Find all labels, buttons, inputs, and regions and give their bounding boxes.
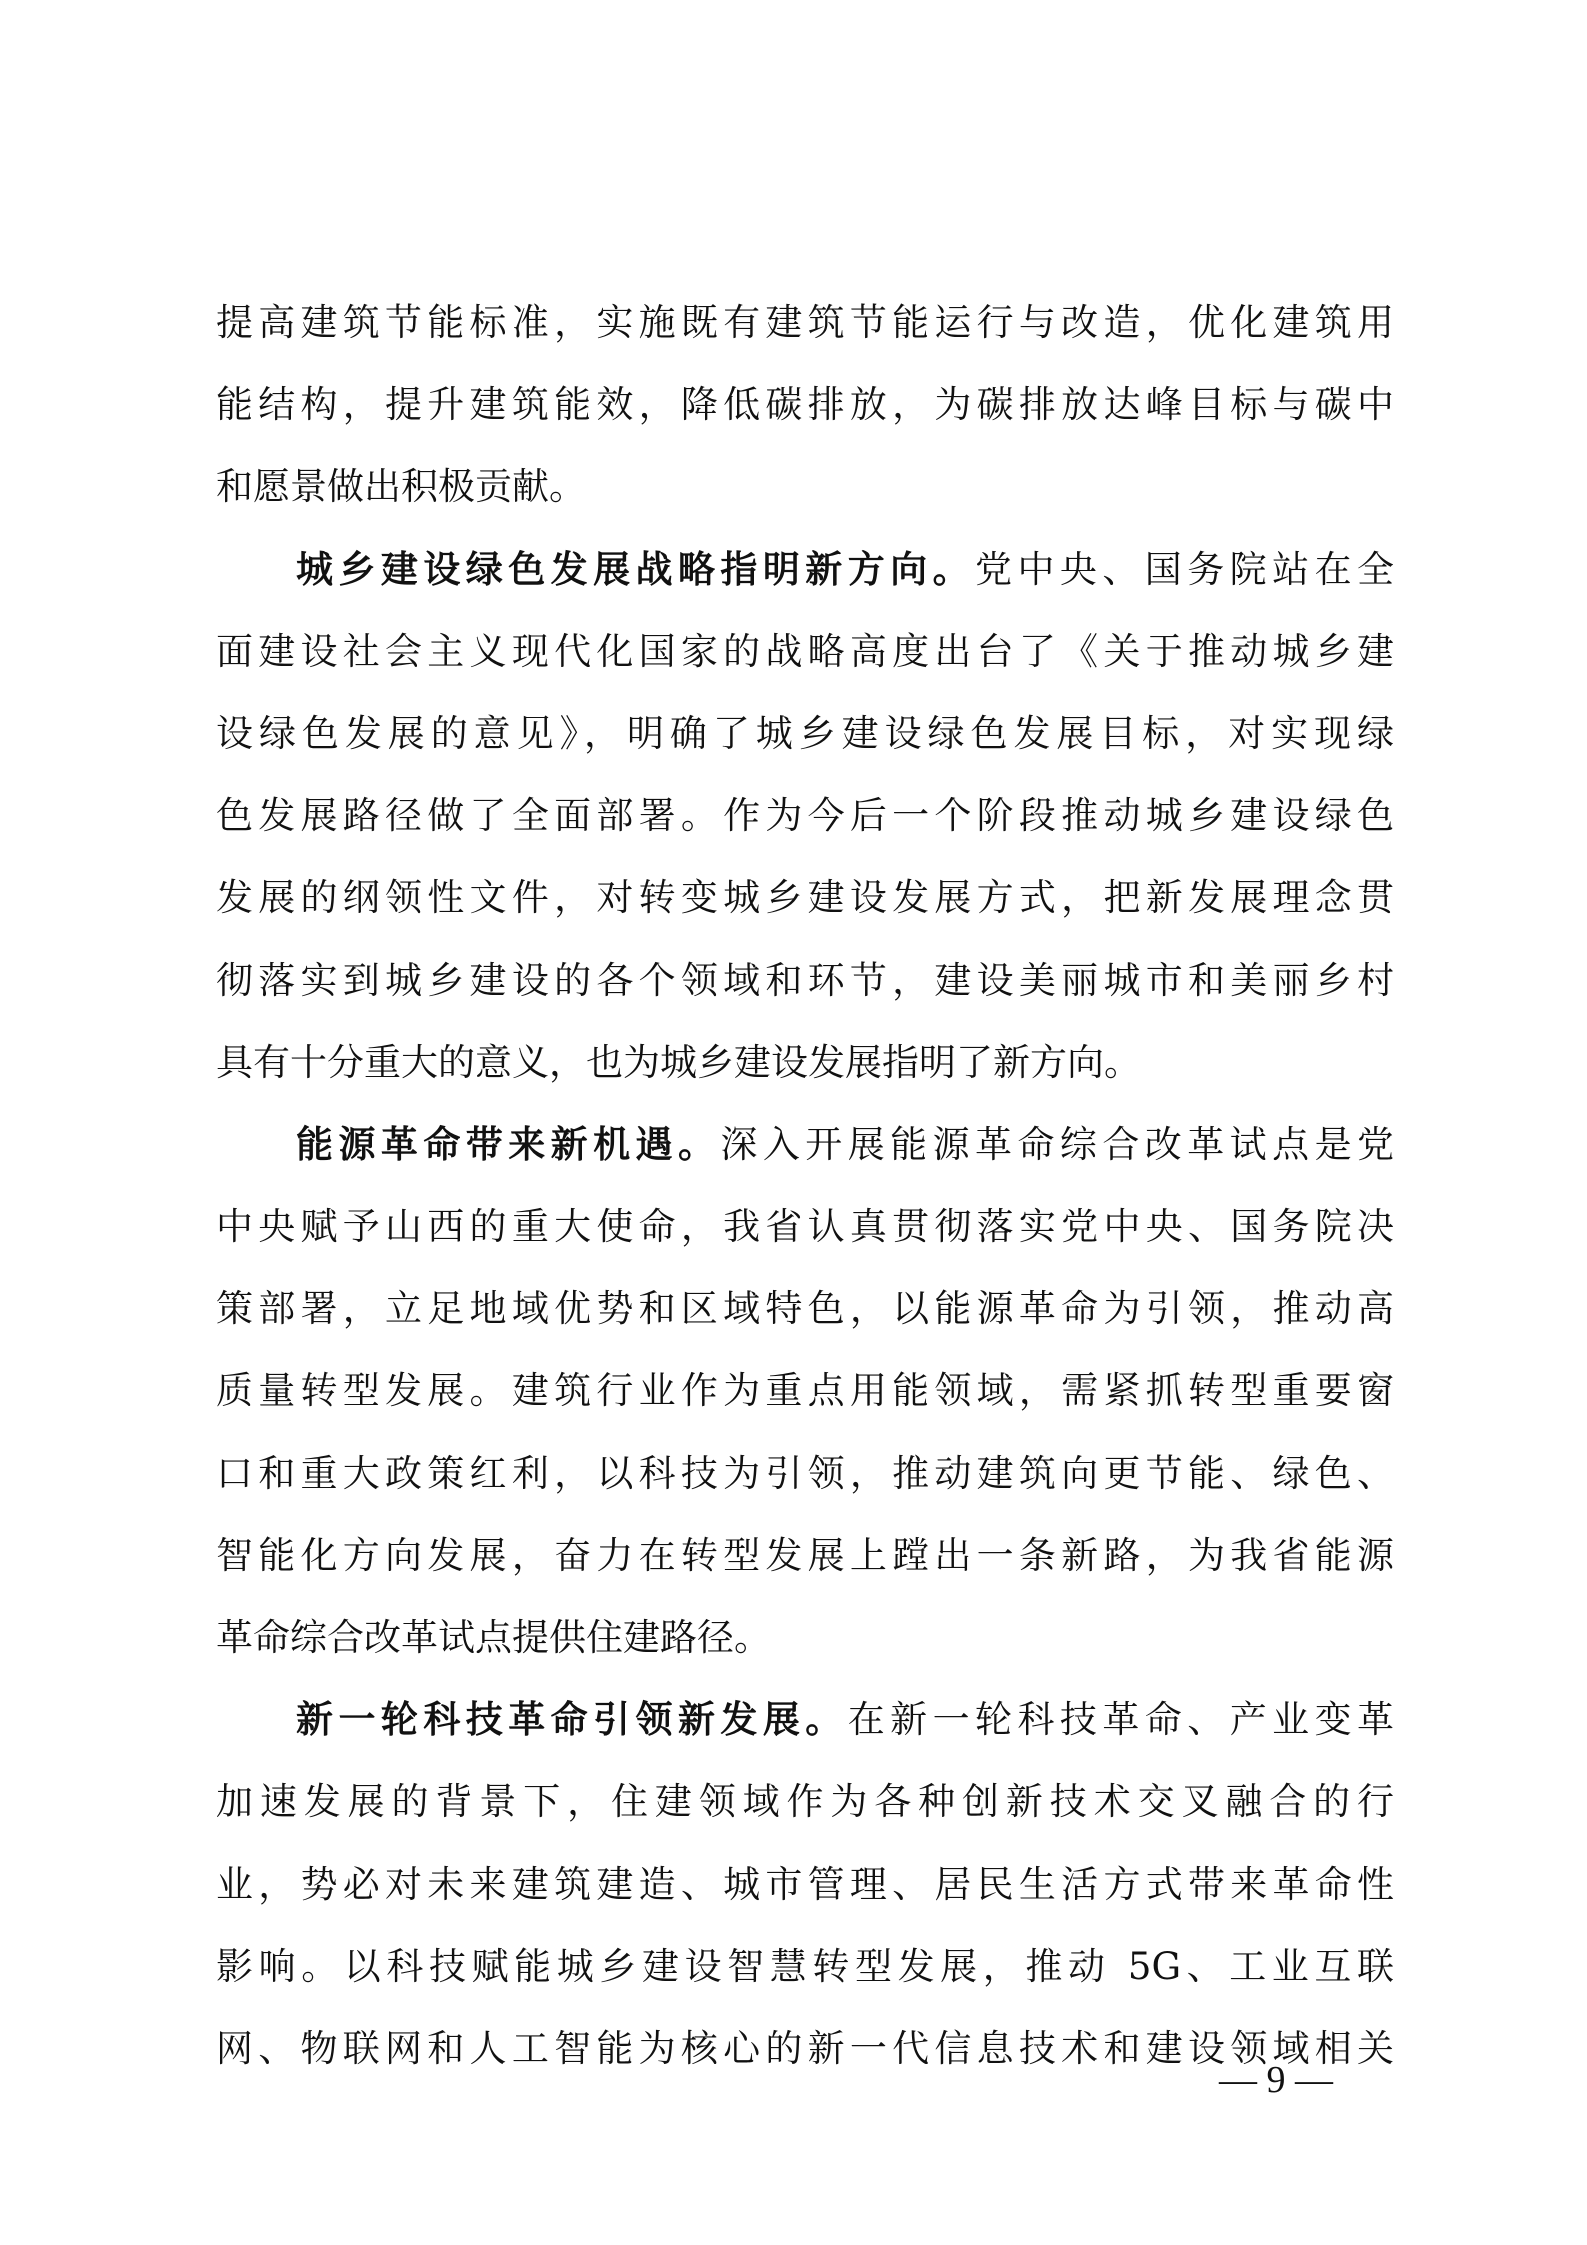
text-line: 网、物联网和人工智能为核心的新一代信息技术和建设领域相关 xyxy=(216,2026,1394,2070)
text-span: 深入开展能源革命综合改革试点是党 xyxy=(720,1122,1395,1166)
paragraph-heading: 能源革命带来新机遇。 xyxy=(296,1122,721,1166)
body-text xyxy=(216,282,1394,2090)
text-line: 中央赋予山西的重大使命，我省认真贯彻落实党中央、国务院决 xyxy=(216,1205,1394,1249)
text-line: 设绿色发展的意见》，明确了城乡建设绿色发展目标，对实现绿 xyxy=(216,711,1394,755)
text-line: 影响。以科技赋能城乡建设智慧转型发展，推动 5G、工业互联 xyxy=(216,1944,1394,1988)
paragraph-heading-line xyxy=(216,529,1394,611)
text-line: 面建设社会主义现代化国家的战略高度出台了《关于推动城乡建 xyxy=(216,629,1394,673)
text-line: 革命综合改革试点提供住建路径。 xyxy=(216,1616,771,1659)
text-line: 能结构，提升建筑能效，降低碳排放，为碳排放达峰目标与碳中 xyxy=(216,383,1394,427)
paragraph-heading-line xyxy=(216,1679,1394,1761)
text-span: 党中央、国务院站在全 xyxy=(975,547,1395,591)
text-line: 策部署，立足地域优势和区域特色，以能源革命为引领，推动高 xyxy=(216,1287,1394,1331)
text-line: 智能化方向发展，奋力在转型发展上蹚出一条新路，为我省能源 xyxy=(216,1533,1394,1577)
paragraph-heading: 城乡建设绿色发展战略指明新方向。 xyxy=(296,547,976,591)
page-number: — 9 — xyxy=(1219,2059,1333,2101)
text-line: 口和重大政策红利，以科技为引领，推动建筑向更节能、绿色、 xyxy=(216,1451,1394,1495)
text-line: 彻落实到城乡建设的各个领域和环节，建设美丽城市和美丽乡村 xyxy=(216,958,1394,1002)
text-line: 加速发展的背景下，住建领域作为各种创新技术交叉融合的行 xyxy=(216,1780,1394,1824)
paragraph-heading-line xyxy=(216,1104,1394,1186)
text-line: 质量转型发展。建筑行业作为重点用能领域，需紧抓转型重要窗 xyxy=(216,1369,1394,1413)
text-line: 具有十分重大的意义，也为城乡建设发展指明了新方向。 xyxy=(216,1040,1141,1084)
text-line: 色发展路径做了全面部署。作为今后一个阶段推动城乡建设绿色 xyxy=(216,794,1394,838)
text-line: 业，势必对未来建筑建造、城市管理、居民生活方式带来革命性 xyxy=(216,1862,1394,1906)
text-line: 发展的纲领性文件，对转变城乡建设发展方式，把新发展理念贯 xyxy=(216,876,1394,920)
text-line: 和愿景做出积极贡献。 xyxy=(216,465,586,509)
text-line: 提高建筑节能标准，实施既有建筑节能运行与改造，优化建筑用 xyxy=(216,301,1394,344)
text-span: 在新一轮科技革命、产业变革 xyxy=(847,1698,1395,1742)
paragraph-heading: 新一轮科技革命引领新发展。 xyxy=(296,1698,848,1742)
